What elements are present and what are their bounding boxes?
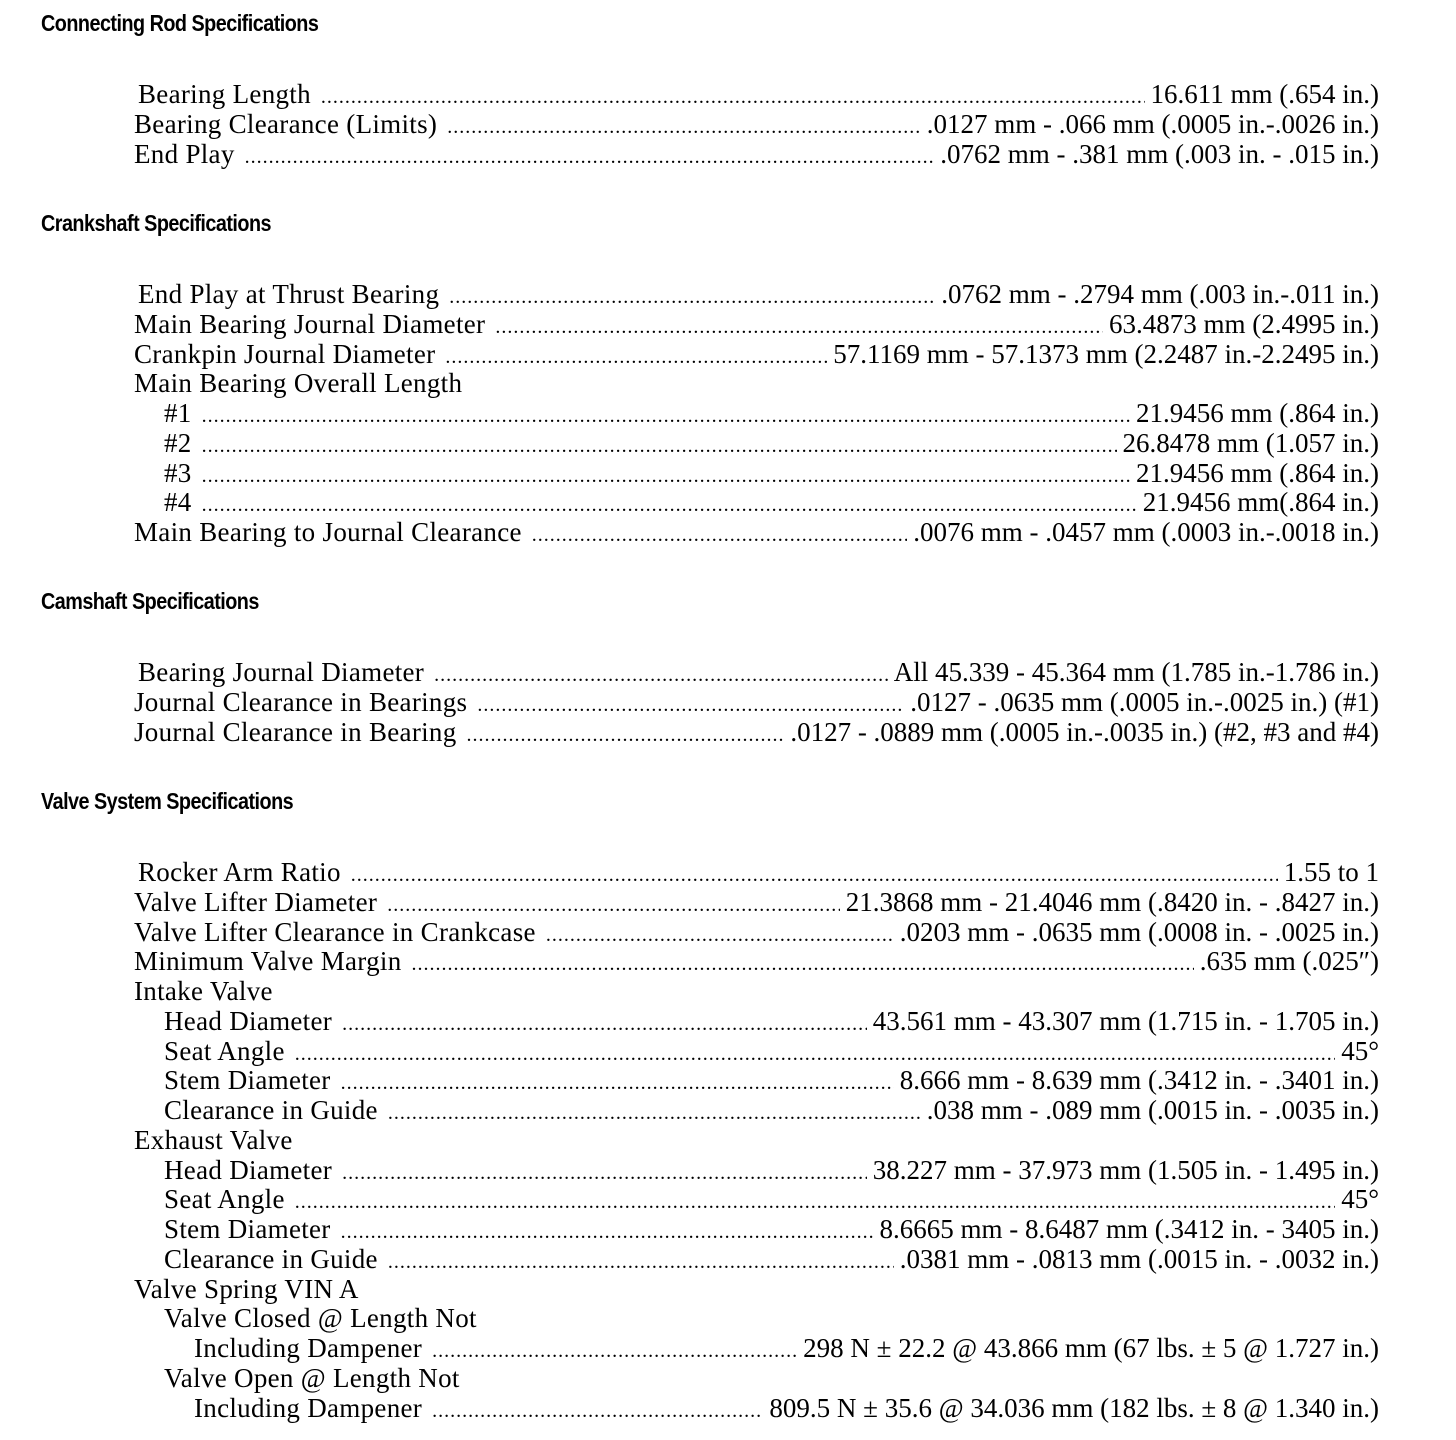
spec-value: 21.9456 mm (.864 in.) — [1136, 398, 1379, 428]
spec-label: Crankpin Journal Diameter — [134, 338, 436, 369]
spec-row — [134, 918, 1379, 948]
spec-value: 38.227 mm - 37.973 mm (1.505 in. - 1.495 in.) — [872, 1154, 1379, 1185]
spec-row — [134, 399, 1379, 429]
spec-value: .0127 - .0889 mm (.0005 in.-.0035 in.) (#2, #3 and #4) — [790, 716, 1379, 747]
spec-value: .0127 mm - .066 mm (.0005 in.-.0026 in.) — [926, 108, 1379, 139]
spec-label: Including Dampener — [194, 1392, 423, 1423]
spec-label: Valve Closed @ Length Not — [164, 1303, 477, 1334]
dot-leader — [532, 525, 907, 545]
spec-row — [134, 1066, 1379, 1096]
spec-row — [134, 1334, 1379, 1364]
spec-value: 1.55 to 1 — [1283, 857, 1379, 887]
spec-label: #3 — [164, 457, 192, 488]
spec-label: Bearing Clearance (Limits) — [134, 108, 438, 139]
spec-label: Head Diameter — [164, 1005, 333, 1036]
spec-row — [134, 1007, 1379, 1037]
spec-label: Bearing Length — [138, 79, 311, 109]
spec-row — [134, 518, 1379, 548]
dot-leader — [434, 665, 888, 685]
spec-value: .0076 mm - .0457 mm (.0003 in.-.0018 in.) — [913, 517, 1379, 547]
spec-subheading — [134, 1126, 1379, 1156]
spec-row — [134, 1096, 1379, 1126]
spec-row — [134, 1185, 1379, 1215]
spec-row — [134, 340, 1379, 370]
dot-leader — [447, 117, 921, 137]
spec-label: End Play at Thrust Bearing — [138, 279, 440, 309]
spec-value: 16.611 mm (.654 in.) — [1150, 79, 1379, 109]
spec-row — [134, 310, 1379, 340]
spec-label: Main Bearing Overall Length — [134, 368, 463, 399]
spec-label: End Play — [134, 138, 235, 169]
spec-row — [134, 80, 1379, 110]
dot-leader — [495, 317, 1103, 337]
spec-label: Rocker Arm Ratio — [138, 857, 341, 887]
spec-value: .0381 mm - .0813 mm (.0015 in. - .0032 in.) — [899, 1243, 1379, 1274]
spec-label: Main Bearing Journal Diameter — [134, 308, 486, 339]
spec-row — [134, 1156, 1379, 1186]
spec-row — [134, 1245, 1379, 1275]
spec-row — [134, 280, 1379, 310]
spec-subheading — [134, 977, 1379, 1007]
spec-label: Valve Spring VIN A — [134, 1273, 359, 1304]
connecting-rod-spec-list — [134, 80, 1379, 169]
spec-row — [134, 658, 1379, 688]
spec-row — [134, 888, 1379, 918]
dot-leader — [245, 147, 935, 167]
spec-label: Main Bearing to Journal Clearance — [134, 517, 522, 547]
dot-leader — [342, 1014, 867, 1034]
spec-value: 21.9456 mm (.864 in.) — [1136, 457, 1379, 488]
spec-label: Clearance in Guide — [164, 1243, 378, 1274]
spec-value: 21.9456 mm(.864 in.) — [1142, 487, 1379, 518]
spec-row — [134, 140, 1379, 170]
spec-label: Valve Lifter Diameter — [134, 886, 378, 917]
dot-leader — [295, 1192, 1335, 1212]
spec-value: .0203 mm - .0635 mm (.0008 in. - .0025 in.) — [899, 916, 1379, 947]
spec-value: .038 mm - .089 mm (.0015 in. - .0035 in.) — [926, 1095, 1379, 1125]
dot-leader — [341, 1073, 894, 1093]
spec-value: 26.8478 mm (1.057 in.) — [1122, 427, 1379, 458]
spec-label: #4 — [164, 487, 192, 518]
spec-label: Valve Open @ Length Not — [164, 1362, 460, 1393]
dot-leader — [546, 925, 894, 945]
spec-value: 8.666 mm - 8.639 mm (.3412 in. - .3401 in.) — [899, 1065, 1379, 1096]
dot-leader — [388, 1252, 894, 1272]
spec-value: .635 mm (.025″) — [1199, 946, 1379, 977]
spec-value: All 45.339 - 45.364 mm (1.785 in.-1.786 in.) — [893, 657, 1379, 687]
spec-row — [134, 947, 1379, 977]
spec-value: .0762 mm - .381 mm (.003 in. - .015 in.) — [940, 138, 1379, 169]
spec-row — [134, 1215, 1379, 1245]
dot-leader — [412, 954, 1194, 974]
dot-leader — [321, 87, 1145, 107]
camshaft-spec-list — [134, 658, 1379, 747]
spec-value: 298 N ± 22.2 @ 43.866 mm (67 lbs. ± 5 @ 1.727 in.) — [803, 1333, 1379, 1363]
spec-label: Journal Clearance in Bearing — [134, 716, 457, 747]
spec-subheading — [134, 369, 1379, 399]
spec-label: Seat Angle — [164, 1035, 285, 1066]
spec-row — [134, 1037, 1379, 1067]
spec-subheading — [134, 1304, 1379, 1334]
dot-leader — [202, 436, 1117, 456]
spec-label: Clearance in Guide — [164, 1095, 378, 1125]
spec-value: 45° — [1341, 1035, 1379, 1066]
dot-leader — [388, 1103, 921, 1123]
section-heading-connecting-rod: Connecting Rod Specifications — [41, 10, 319, 36]
dot-leader — [202, 466, 1130, 486]
dot-leader — [351, 865, 1278, 885]
dot-leader — [445, 347, 827, 367]
spec-label: Bearing Journal Diameter — [138, 657, 425, 687]
spec-label: #2 — [164, 427, 192, 458]
spec-row — [134, 718, 1379, 748]
dot-leader — [202, 406, 1130, 426]
dot-leader — [432, 1401, 763, 1421]
spec-value: 809.5 N ± 35.6 @ 34.036 mm (182 lbs. ± 8 @ 1.340 in.) — [769, 1392, 1379, 1423]
spec-value: 57.1169 mm - 57.1373 mm (2.2487 in.-2.2495 in.) — [833, 338, 1379, 369]
spec-value: 45° — [1341, 1184, 1379, 1215]
dot-leader — [432, 1341, 797, 1361]
section-heading-valve-system: Valve System Specifications — [41, 788, 294, 814]
crankshaft-spec-list — [134, 280, 1379, 548]
dot-leader — [202, 495, 1137, 515]
dot-leader — [449, 287, 935, 307]
spec-value: .0762 mm - .2794 mm (.003 in.-.011 in.) — [941, 279, 1379, 309]
spec-row — [134, 488, 1379, 518]
spec-value: .0127 - .0635 mm (.0005 in.-.0025 in.) (#1) — [910, 686, 1379, 717]
section-heading-crankshaft: Crankshaft Specifications — [41, 210, 272, 236]
dot-leader — [342, 1163, 867, 1183]
spec-row — [134, 858, 1379, 888]
spec-row — [134, 459, 1379, 489]
spec-value: 63.4873 mm (2.4995 in.) — [1109, 308, 1379, 339]
dot-leader — [341, 1222, 874, 1242]
dot-leader — [467, 725, 785, 745]
spec-label: Minimum Valve Margin — [134, 946, 402, 977]
spec-label: Stem Diameter — [164, 1065, 331, 1096]
spec-row — [134, 1394, 1379, 1424]
spec-value: 21.3868 mm - 21.4046 mm (.8420 in. - .8427 in.) — [845, 886, 1379, 917]
spec-label: Intake Valve — [134, 976, 273, 1006]
spec-row — [134, 429, 1379, 459]
spec-label: #1 — [164, 398, 192, 428]
dot-leader — [295, 1044, 1335, 1064]
spec-label: Stem Diameter — [164, 1214, 331, 1244]
spec-value: 8.6665 mm - 8.6487 mm (.3412 in. - 3405 in.) — [879, 1214, 1379, 1244]
spec-label: Valve Lifter Clearance in Crankcase — [134, 916, 536, 947]
spec-label: Head Diameter — [164, 1154, 333, 1185]
spec-subheading — [134, 1364, 1379, 1394]
spec-label: Exhaust Valve — [134, 1124, 293, 1155]
spec-subheading — [134, 1275, 1379, 1305]
spec-label: Seat Angle — [164, 1184, 285, 1215]
spec-row — [134, 110, 1379, 140]
spec-value: 43.561 mm - 43.307 mm (1.715 in. - 1.705 in.) — [872, 1005, 1379, 1036]
section-heading-camshaft: Camshaft Specifications — [41, 588, 259, 614]
dot-leader — [477, 695, 904, 715]
dot-leader — [387, 895, 840, 915]
valve-system-spec-list — [134, 858, 1379, 1423]
spec-label: Journal Clearance in Bearings — [134, 686, 468, 717]
spec-row — [134, 688, 1379, 718]
spec-label: Including Dampener — [194, 1333, 423, 1363]
